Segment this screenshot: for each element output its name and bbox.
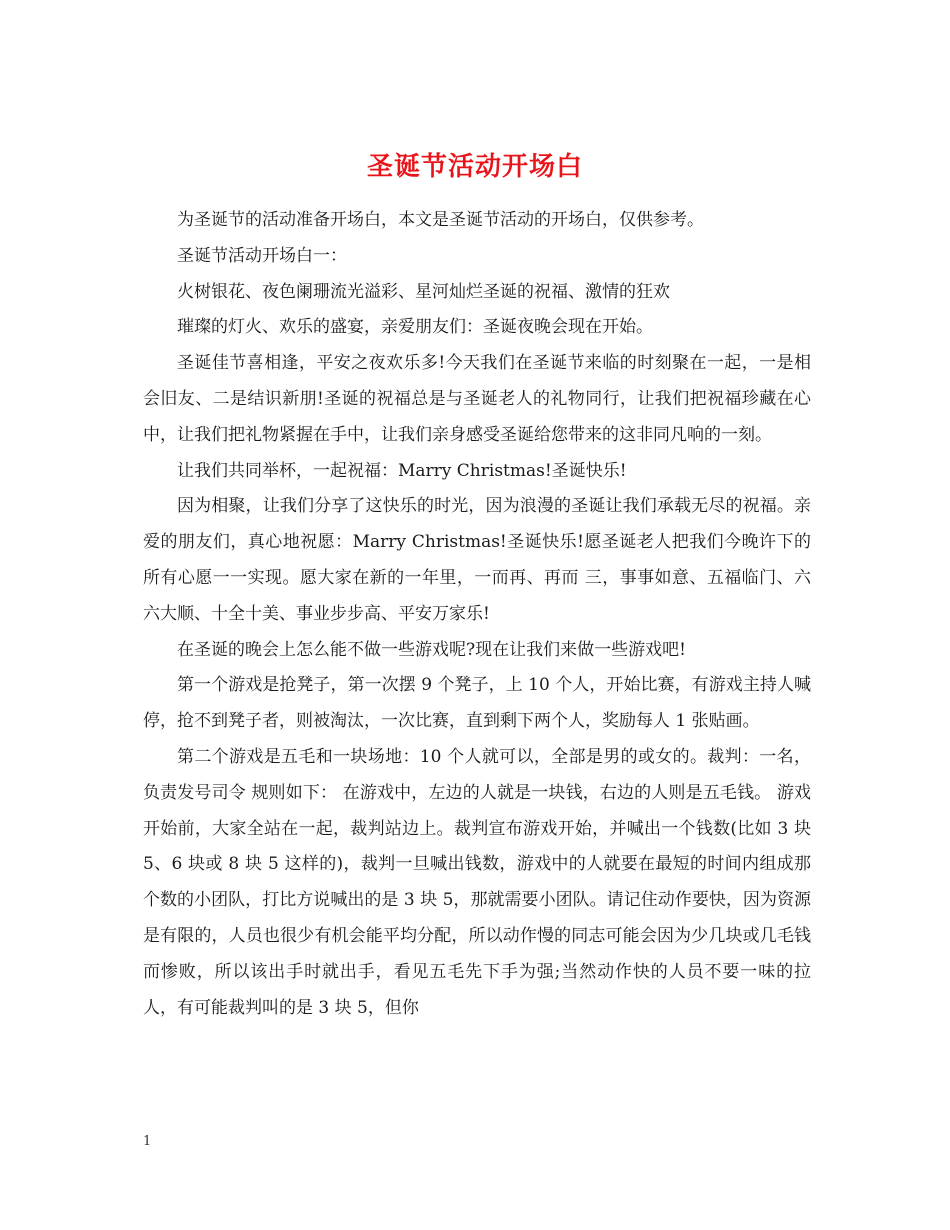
paragraph: 璀璨的灯火、欢乐的盛宴，亲爱朋友们：圣诞夜晚会现在开始。: [177, 317, 653, 338]
document-body: [143, 203, 811, 1026]
paragraph: 让我们共同举杯，一起祝福：Marry Christmas!圣诞快乐!: [177, 460, 627, 481]
page-number: 1: [143, 1134, 152, 1149]
paragraph: 为圣诞节的活动准备开场白，本文是圣诞节活动的开场白，仅供参考。: [177, 210, 704, 230]
paragraph: 第一个游戏是抢凳子，第一次摆 9 个凳子，上 10 个人，开始比赛，有游戏主持人喊停，抢不到凳子者，则被淘汰，一次比赛，直到剩下两个人，奖励每人 1 张贴画。: [143, 675, 811, 732]
paragraph: 圣诞佳节喜相逢，平安之夜欢乐多!今天我们在圣诞节来临的时刻聚在一起，一是相会旧友、二是结识新朋!圣诞的祝福总是与圣诞老人的礼物同行，让我们把祝福珍藏在心中，让我们把礼物紧握在手中，让我们亲身感受圣诞给您带来的这非同凡响的一刻。: [143, 353, 811, 445]
paragraph: 因为相聚，让我们分享了这快乐的时光，因为浪漫的圣诞让我们承载无尽的祝福。亲爱的朋友们，真心地祝愿：Marry Christmas!圣诞快乐!愿圣诞老人把我们今晚许下的所有心愿一一实现。愿大家在新的一年里，一而再、再而 三，事事如意、五福临门、六六大顺、十全十美、事业步步高、平安万家乐!: [143, 496, 811, 624]
document-title: 圣诞节活动开场白: [366, 152, 583, 183]
paragraph: 圣诞节活动开场白一：: [177, 245, 347, 266]
paragraph: 第二个游戏是五毛和一块场地：10 个人就可以，全部是男的或女的。裁判：一名，负责发号司令 规则如下： 在游戏中，左边的人就是一块钱，右边的人则是五毛钱。 游戏开始前，大家全站在一起，裁判站边上。裁判宣布游戏开始，并喊出一个钱数(比如 3 块 5、6 块或 8 块 5 这样的)，裁判一旦喊出钱数，游戏中的人就要在最短的时间内组成那个数的小团队，打比方说喊出的是 3 块 5，那就需要小团队。请记住动作要快，因为资源是有限的，人员也很少有机会能平均分配，所以动作慢的同志可能会因为少几块或几毛钱而惨败，所以该出手时就出手，看见五毛先下手为强;当然动作快的人员不要一味的拉人，有可能裁判叫的是 3 块 5，但你: [143, 746, 811, 1018]
paragraph: 火树银花、夜色阑珊流光溢彩、星河灿烂圣诞的祝福、激情的狂欢: [177, 281, 670, 302]
paragraph: 在圣诞的晚会上怎么能不做一些游戏呢?现在让我们来做一些游戏吧!: [177, 639, 686, 660]
